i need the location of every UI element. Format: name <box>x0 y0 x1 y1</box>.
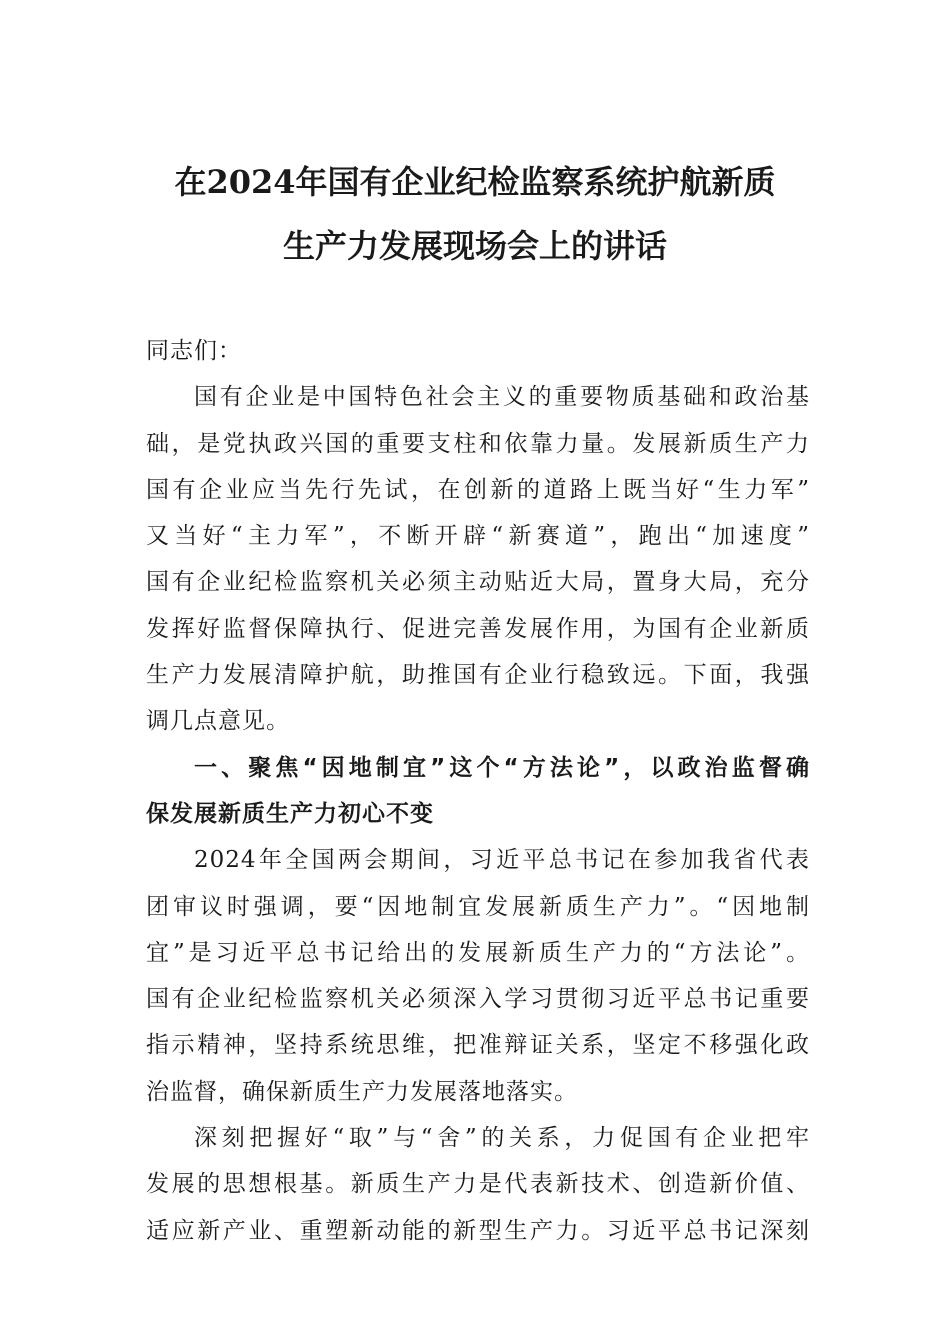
paragraph-line: 生产力发展清障护航，助推国有企业行稳致远。下面，我强 <box>146 662 810 689</box>
section-heading-1 <box>146 745 810 838</box>
paragraph-line: 发展的思想根基。新质生产力是代表新技术、创造新价值、 <box>146 1171 810 1198</box>
paragraph-line: 国有企业纪检监察机关必须主动贴近大局，置身大局，充分 <box>146 569 810 596</box>
document-title <box>140 150 810 278</box>
paragraph-section-1a <box>146 837 810 1115</box>
heading-line: 一、聚焦“因地制宜”这个“方法论”，以政治监督确 <box>194 754 810 781</box>
title-line-2: 生产力发展现场会上的讲话 <box>282 227 667 265</box>
paragraph-line: 又当好“主力军”，不断开辟“新赛道”，跑出“加速度” <box>146 523 810 550</box>
title-line-1: 在2024年国有企业纪检监察系统护航新质 <box>174 163 776 201</box>
paragraph-line: 国有企业应当先行先试，在创新的道路上既当好“生力军” <box>146 476 810 503</box>
paragraph-intro <box>146 374 810 744</box>
paragraph-line: 团审议时强调，要“因地制宜发展新质生产力”。“因地制 <box>146 893 810 920</box>
salutation: 同志们： <box>146 338 242 364</box>
heading-line: 保发展新质生产力初心不变 <box>146 800 434 827</box>
paragraph-line: 础，是党执政兴国的重要支柱和依靠力量。发展新质生产力 <box>146 430 810 457</box>
paragraph-section-1b <box>146 1115 810 1254</box>
paragraph-line: 国有企业是中国特色社会主义的重要物质基础和政治基 <box>194 384 810 411</box>
paragraph-line: 治监督，确保新质生产力发展落地落实。 <box>146 1078 578 1105</box>
paragraph-line: 调几点意见。 <box>146 708 290 735</box>
document-body <box>146 328 810 1254</box>
paragraph-line: 深刻把握好“取”与“舍”的关系，力促国有企业把牢 <box>194 1125 810 1152</box>
paragraph-line: 适应新产业、重塑新动能的新型生产力。习近平总书记深刻 <box>146 1217 810 1244</box>
paragraph-line: 国有企业纪检监察机关必须深入学习贯彻习近平总书记重要 <box>146 986 810 1013</box>
paragraph-line: 指示精神，坚持系统思维，把准辩证关系，坚定不移强化政 <box>146 1032 810 1059</box>
paragraph-line: 宜”是习近平总书记给出的发展新质生产力的“方法论”。 <box>146 939 810 966</box>
paragraph-line: 2024年全国两会期间，习近平总书记在参加我省代表 <box>194 847 810 874</box>
paragraph-line: 发挥好监督保障执行、促进完善发展作用，为国有企业新质 <box>146 615 810 642</box>
